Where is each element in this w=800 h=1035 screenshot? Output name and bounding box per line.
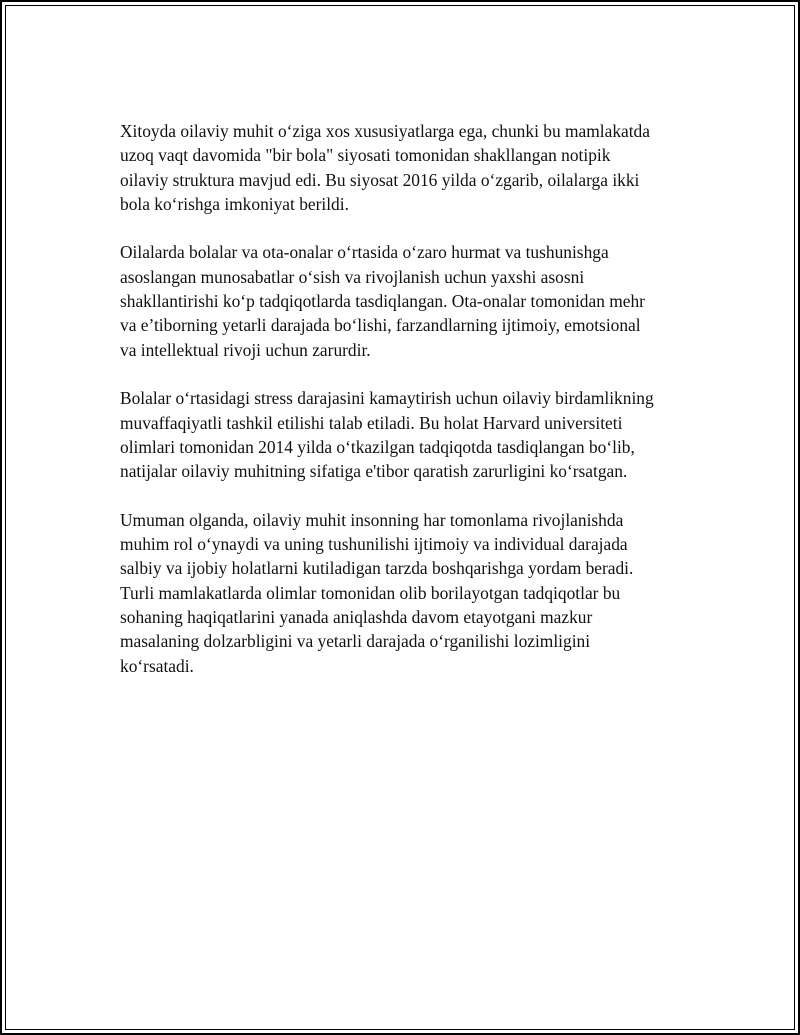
paragraph-4 [120,508,690,678]
text-line: masalaning dolzarbligini va yetarli darajada o‘rganilishi lozimligini [120,631,591,652]
text-line: muhim rol o‘ynaydi va uning tushunilishi ijtimoiy va individual darajada [120,534,628,555]
paragraph-3 [120,386,690,483]
text-line: va intellektual rivoji uchun zarurdir. [120,339,371,360]
text-line: Turli mamlakatlarda olimlar tomonidan olib borilayotgan tadqiqotlar bu [120,582,621,603]
paragraph-2 [120,240,690,361]
text-line: olimlari tomonidan 2014 yilda o‘tkazilgan tadqiqotda tasdiqlangan bo‘lib, [120,436,635,457]
text-line: bola ko‘rishga imkoniyat berildi. [120,193,349,214]
document-body [120,119,690,702]
text-line: asoslangan munosabatlar o‘sish va rivojlanish uchun yaxshi asosni [120,266,585,287]
text-line: salbiy va ijobiy holatlarni kutiladigan tarzda boshqarishga yordam beradi. [120,558,634,579]
paragraph-1 [120,119,690,216]
text-line: muvaffaqiyatli tashkil etilishi talab etiladi. Bu holat Harvard universiteti [120,412,623,433]
text-line: sohaning haqiqatlarini yanada aniqlashda davom etayotgani mazkur [120,606,593,627]
text-line: Bolalar o‘rtasidagi stress darajasini kamaytirish uchun oilaviy birdamlikning [120,388,654,409]
text-line: ko‘rsatadi. [120,655,194,676]
text-line: oilaviy struktura mavjud edi. Bu siyosat 2016 yilda o‘zgarib, oilalarga ikki [120,169,640,190]
text-line: uzoq vaqt davomida "bir bola" siyosati tomonidan shakllangan notipik [120,145,611,166]
text-line: Xitoyda oilaviy muhit o‘ziga xos xususiyatlarga ega, chunki bu mamlakatda [120,121,650,141]
text-line: Oilalarda bolalar va ota-onalar o‘rtasida o‘zaro hurmat va tushunishga [120,242,609,263]
text-line: Umuman olganda, oilaviy muhit insonning har tomonlama rivojlanishda [120,509,624,530]
text-line: va e’tiborning yetarli darajada bo‘lishi, farzandlarning ijtimoiy, emotsional [120,315,641,336]
text-line: natijalar oilaviy muhitning sifatiga e'tibor qaratish zarurligini ko‘rsatgan. [120,461,628,482]
text-line: shakllantirishi ko‘p tadqiqotlarda tasdiqlangan. Ota-onalar tomonidan mehr [120,291,645,312]
